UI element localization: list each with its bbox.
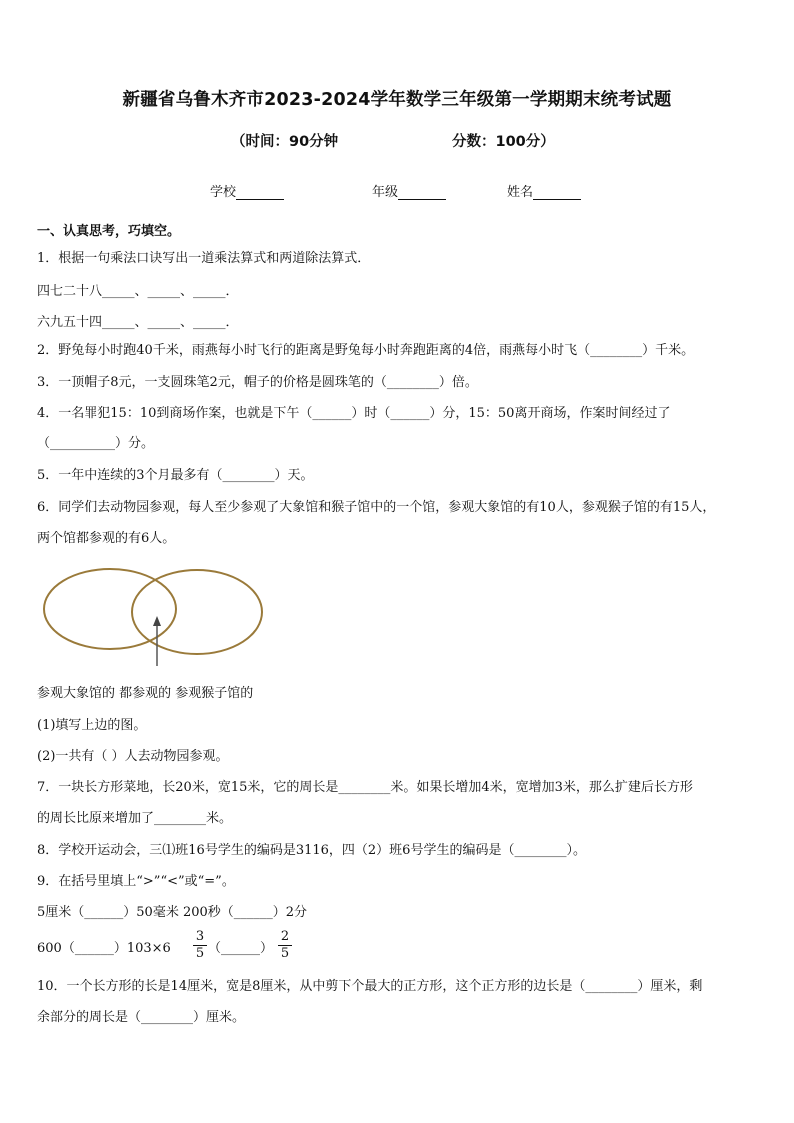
- question-1b: 六九五十四_____、_____、_____．: [37, 315, 239, 330]
- question-7-line1: 7．一块长方形菜地，长20米，宽15米，它的周长是________米。如果长增加4米，宽增加3米，那么扩建后长方形: [37, 780, 693, 795]
- fraction-1-numerator: 3: [193, 929, 207, 946]
- grade-field: [372, 181, 446, 200]
- page-title: 新疆省乌鲁木齐市2023-2024学年数学三年级第一学期期末统考试题: [122, 90, 672, 110]
- monkey-circle: [132, 570, 262, 654]
- fraction-2: [278, 929, 292, 962]
- elephant-circle: [44, 569, 176, 649]
- question-10-line2: 余部分的周长是（________）厘米。: [37, 1010, 246, 1025]
- question-10-line1: 10．一个长方形的长是14厘米，宽是8厘米，从中剪下个最大的正方形，这个正方形的边长是（________）厘米，剩: [37, 979, 703, 994]
- question-9b-mid: （______）: [208, 941, 274, 956]
- question-6-line2: 两个馆都参观的有6人。: [37, 531, 176, 546]
- grade-blank[interactable]: [398, 185, 446, 200]
- question-3: 3．一顶帽子8元，一支圆珠笔2元，帽子的价格是圆珠笔的（________）倍。: [37, 375, 478, 390]
- question-1: 1．根据一句乘法口诀写出一道乘法算式和两道除法算式．: [37, 251, 371, 266]
- school-field: [210, 181, 284, 200]
- school-blank[interactable]: [236, 185, 284, 200]
- arrow-head-icon: [153, 616, 161, 626]
- venn-diagram[interactable]: [40, 562, 270, 672]
- exam-score: 分数：100分）: [452, 134, 555, 150]
- venn-labels: 参观大象馆的 都参观的 参观猴子馆的: [37, 686, 254, 701]
- fraction-2-denominator: 5: [280, 946, 290, 961]
- name-label: 姓名: [507, 185, 534, 200]
- question-6-line1: 6．同学们去动物园参观，每人至少参观了大象馆和猴子馆中的一个馆，参观大象馆的有10人，参观猴子馆的有15人，: [37, 500, 716, 515]
- name-blank[interactable]: [533, 185, 581, 200]
- question-6-part1: (1)填写上边的图。: [37, 718, 147, 733]
- question-2: 2．野兔每小时跑40千米，雨燕每小时飞行的距离是野兔每小时奔跑距离的4倍，雨燕每小时飞（________）千米。: [37, 343, 695, 358]
- question-4-line2: （__________）分。: [37, 436, 155, 451]
- section-heading: 一、认真思考，巧填空。: [37, 224, 181, 239]
- question-4-line1: 4．一名罪犯15：10到商场作案，也就是下午（______）时（______）分，15：50离开商场，作案时间经过了: [37, 406, 671, 421]
- question-5: 5．一年中连续的3个月最多有（________）天。: [37, 468, 314, 483]
- fraction-1-denominator: 5: [195, 946, 205, 961]
- exam-time: （时间：90分钟: [231, 134, 339, 150]
- fraction-1: [193, 929, 207, 962]
- question-9b-left: 600（______）103×6: [37, 941, 171, 956]
- question-9a: 5厘米（______）50毫米 200秒（______）2分: [37, 905, 308, 920]
- name-field: [507, 181, 581, 200]
- question-6-part2: (2)一共有（ ）人去动物园参观。: [37, 749, 229, 764]
- question-9: 9．在括号里填上“>”“<”或“=”。: [37, 874, 235, 889]
- fraction-2-numerator: 2: [278, 929, 292, 946]
- question-7-line2: 的周长比原来增加了________米。: [37, 811, 233, 826]
- school-label: 学校: [210, 185, 237, 200]
- grade-label: 年级: [372, 185, 399, 200]
- question-8: 8．学校开运动会，三⑴班16号学生的编码是3116，四（2）班6号学生的编码是（________）。: [37, 843, 586, 858]
- question-1a: 四七二十八_____、_____、_____．: [37, 284, 239, 299]
